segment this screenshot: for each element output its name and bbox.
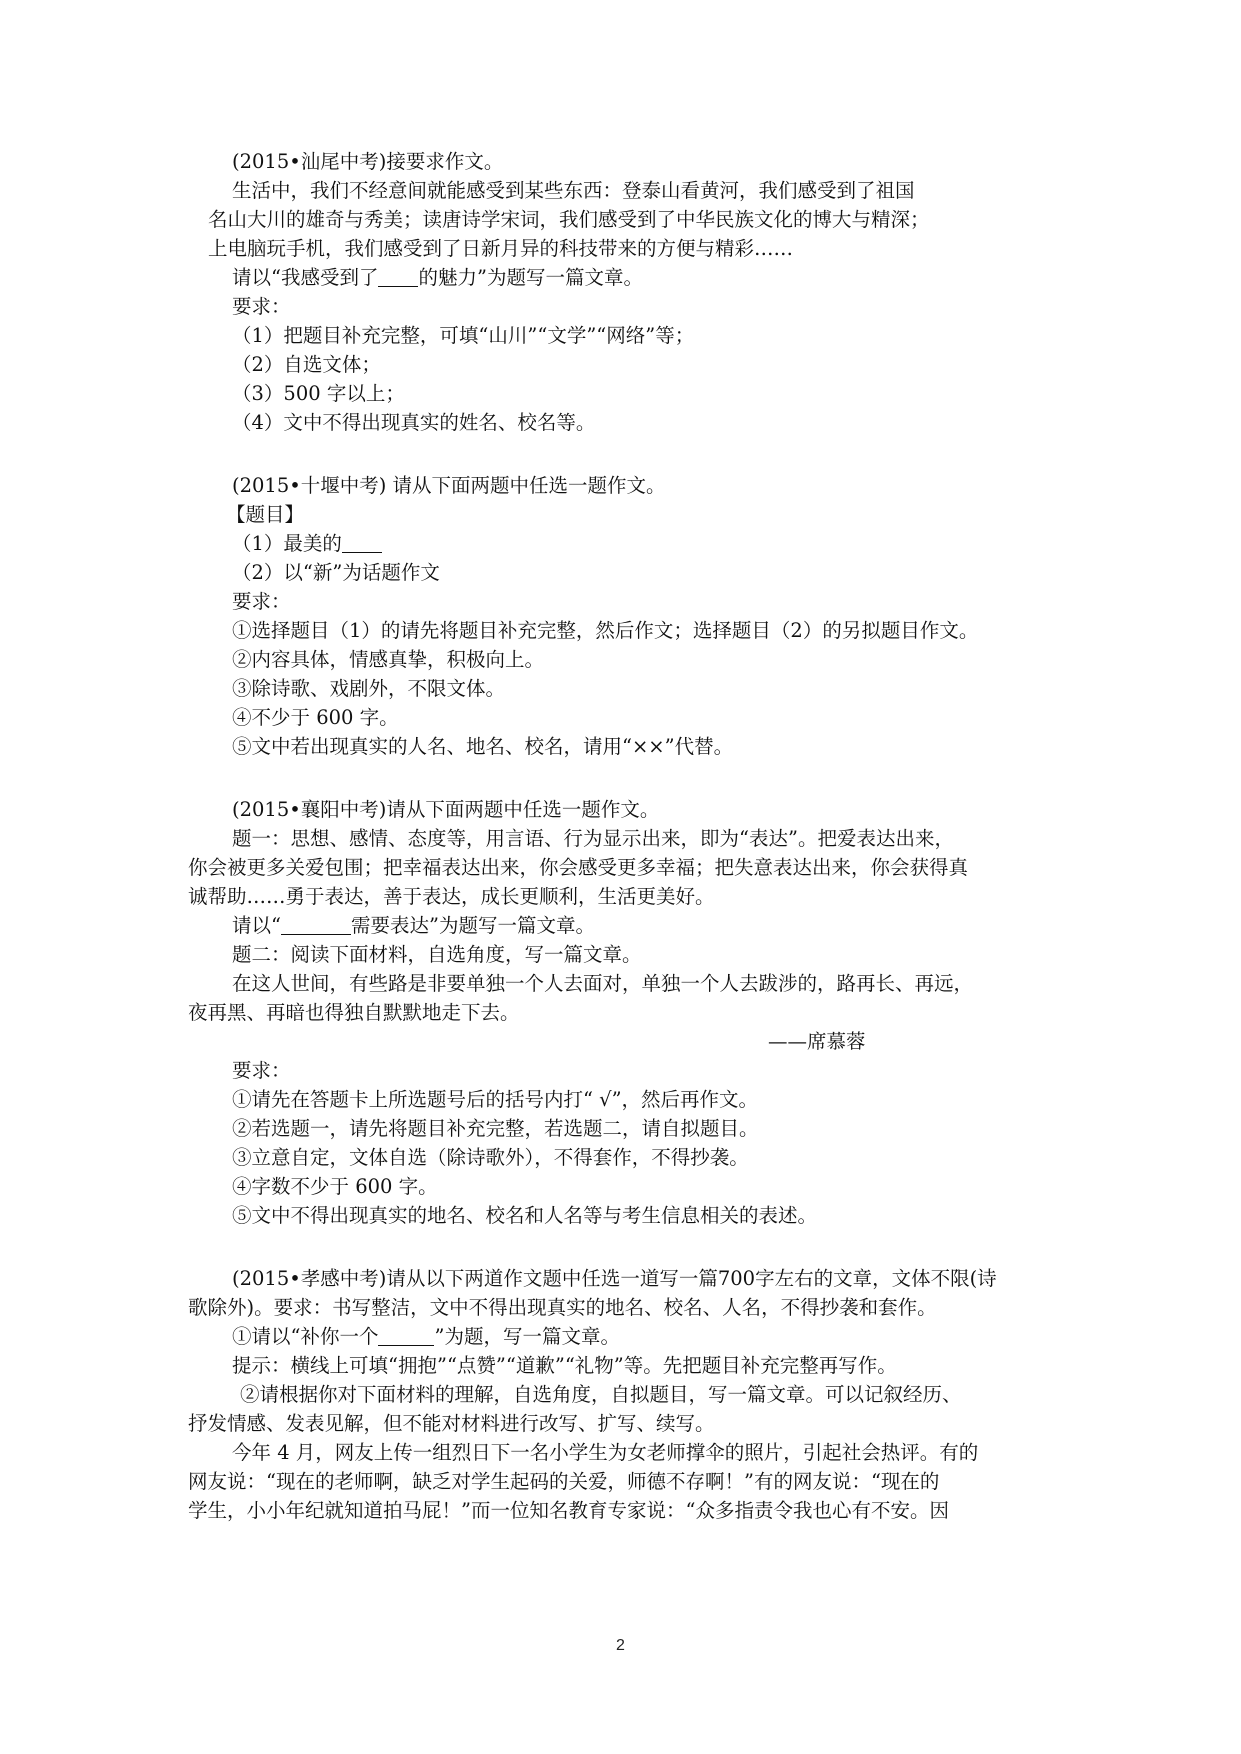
paragraph-line: 歌除外)。要求：书写整洁，文中不得出现真实的地名、校名、人名，不得抄袭和套作。 [188, 1296, 937, 1319]
requirement-item: ⑤文中不得出现真实的地名、校名和人名等与考生信息相关的表述。 [232, 1204, 818, 1227]
prompt-heading: (2015•十堰中考) 请从下面两题中任选一题作文。 [232, 474, 666, 497]
requirement-item: （1）把题目补充完整，可填“山川”“文学”“网络”等； [232, 324, 695, 347]
quote-attribution: ——席慕蓉 [768, 1030, 866, 1053]
requirement-item: ②内容具体，情感真挚，积极向上。 [232, 648, 545, 671]
prompt-heading: (2015•襄阳中考)请从下面两题中任选一题作文。 [232, 798, 660, 821]
requirement-item: ④字数不少于 600 字。 [232, 1175, 438, 1198]
requirement-item: ②若选题一，请先将题目补充完整，若选题二，请自拟题目。 [232, 1117, 759, 1140]
prompt-heading: (2015•汕尾中考)接要求作文。 [232, 150, 504, 173]
title-instruction [232, 264, 643, 291]
title-suffix: ”为题，写一篇文章。 [434, 1325, 620, 1348]
requirement-item: ①选择题目（1）的请先将题目补充完整，然后作文；选择题目（2）的另拟题目作文。 [232, 619, 979, 642]
topic-item: （2）以“新”为话题作文 [232, 561, 440, 584]
paragraph-line: 题二：阅读下面材料，自选角度，写一篇文章。 [232, 943, 642, 966]
topic-text: （1）最美的 [232, 532, 342, 555]
paragraph-line: 名山大川的雄奇与秀美；读唐诗学宋词，我们感受到了中华民族文化的博大与精深； [208, 208, 930, 231]
prompt-heading: (2015•孝感中考)请从以下两道作文题中任选一道写一篇700字左右的文章，文体不限(诗 [232, 1267, 997, 1290]
paragraph-line: 夜再黑、再暗也得独自默默地走下去。 [188, 1001, 520, 1024]
title-prefix: 请以“ [232, 914, 281, 937]
paragraph-line: 今年 4 月，网友上传一组烈日下一名小学生为女老师撑伞的照片，引起社会热评。有的 [232, 1441, 979, 1464]
paragraph-line: 题一：思想、感情、态度等，用言语、行为显示出来，即为“表达”。把爱表达出来， [232, 827, 954, 850]
paragraph-line: 你会被更多关爱包围；把幸福表达出来，你会感受更多幸福；把失意表达出来，你会获得真 [188, 856, 969, 879]
requirements-label: 要求： [232, 1059, 291, 1082]
title-suffix: 的魅力”为题写一篇文章。 [418, 266, 643, 289]
paragraph-line: 学生，小小年纪就知道拍马屁！”而一位知名教育专家说：“众多指责令我也心有不安。因 [188, 1499, 949, 1522]
title-suffix: 需要表达”为题写一篇文章。 [350, 914, 595, 937]
requirements-label: 要求： [232, 590, 291, 613]
requirement-item: ①请先在答题卡上所选题号后的括号内打“ √”，然后再作文。 [232, 1088, 759, 1111]
topic-item [232, 530, 382, 557]
title-instruction [232, 1323, 620, 1350]
paragraph-line: 在这人世间，有些路是非要单独一个人去面对，单独一个人去跋涉的，路再长、再远， [232, 972, 974, 995]
paragraph-line: 生活中，我们不经意间就能感受到某些东西：登泰山看黄河，我们感受到了祖国 [232, 179, 915, 202]
title-prefix: 请以“我感受到了 [232, 266, 379, 289]
paragraph-line: 上电脑玩手机，我们感受到了日新月异的科技带来的方便与精彩…… [208, 237, 794, 260]
title-instruction [232, 912, 595, 939]
page-number: 2 [616, 1637, 625, 1654]
requirement-item: ⑤文中若出现真实的人名、地名、校名，请用“××”代替。 [232, 735, 734, 758]
requirement-item: （3）500 字以上； [232, 382, 405, 405]
requirement-item: ④不少于 600 字。 [232, 706, 399, 729]
topic-label: 【题目】 [226, 503, 305, 526]
fill-blank [378, 1325, 434, 1346]
requirement-item: （4）文中不得出现真实的姓名、校名等。 [232, 411, 596, 434]
requirement-item: ③除诗歌、戏剧外，不限文体。 [232, 677, 506, 700]
fill-blank [281, 914, 351, 935]
paragraph-line: 抒发情感、发表见解，但不能对材料进行改写、扩写、续写。 [188, 1412, 715, 1435]
paragraph-line: 提示：横线上可填“拥抱”“点赞”“道歉”“礼物”等。先把题目补充完整再写作。 [232, 1354, 897, 1377]
fill-blank [342, 532, 382, 553]
title-prefix: ①请以“补你一个 [232, 1325, 379, 1348]
paragraph-line: ②请根据你对下面材料的理解，自选角度，自拟题目，写一篇文章。可以记叙经历、 [240, 1383, 962, 1406]
fill-blank [378, 266, 418, 287]
paragraph-line: 网友说：“现在的老师啊，缺乏对学生起码的关爱，师德不存啊！”有的网友说：“现在的 [188, 1470, 940, 1493]
requirements-label: 要求： [232, 295, 291, 318]
requirement-item: （2）自选文体； [232, 353, 381, 376]
paragraph-line: 诚帮助……勇于表达，善于表达，成长更顺利，生活更美好。 [188, 885, 715, 908]
requirement-item: ③立意自定，文体自选（除诗歌外），不得套作，不得抄袭。 [232, 1146, 749, 1169]
